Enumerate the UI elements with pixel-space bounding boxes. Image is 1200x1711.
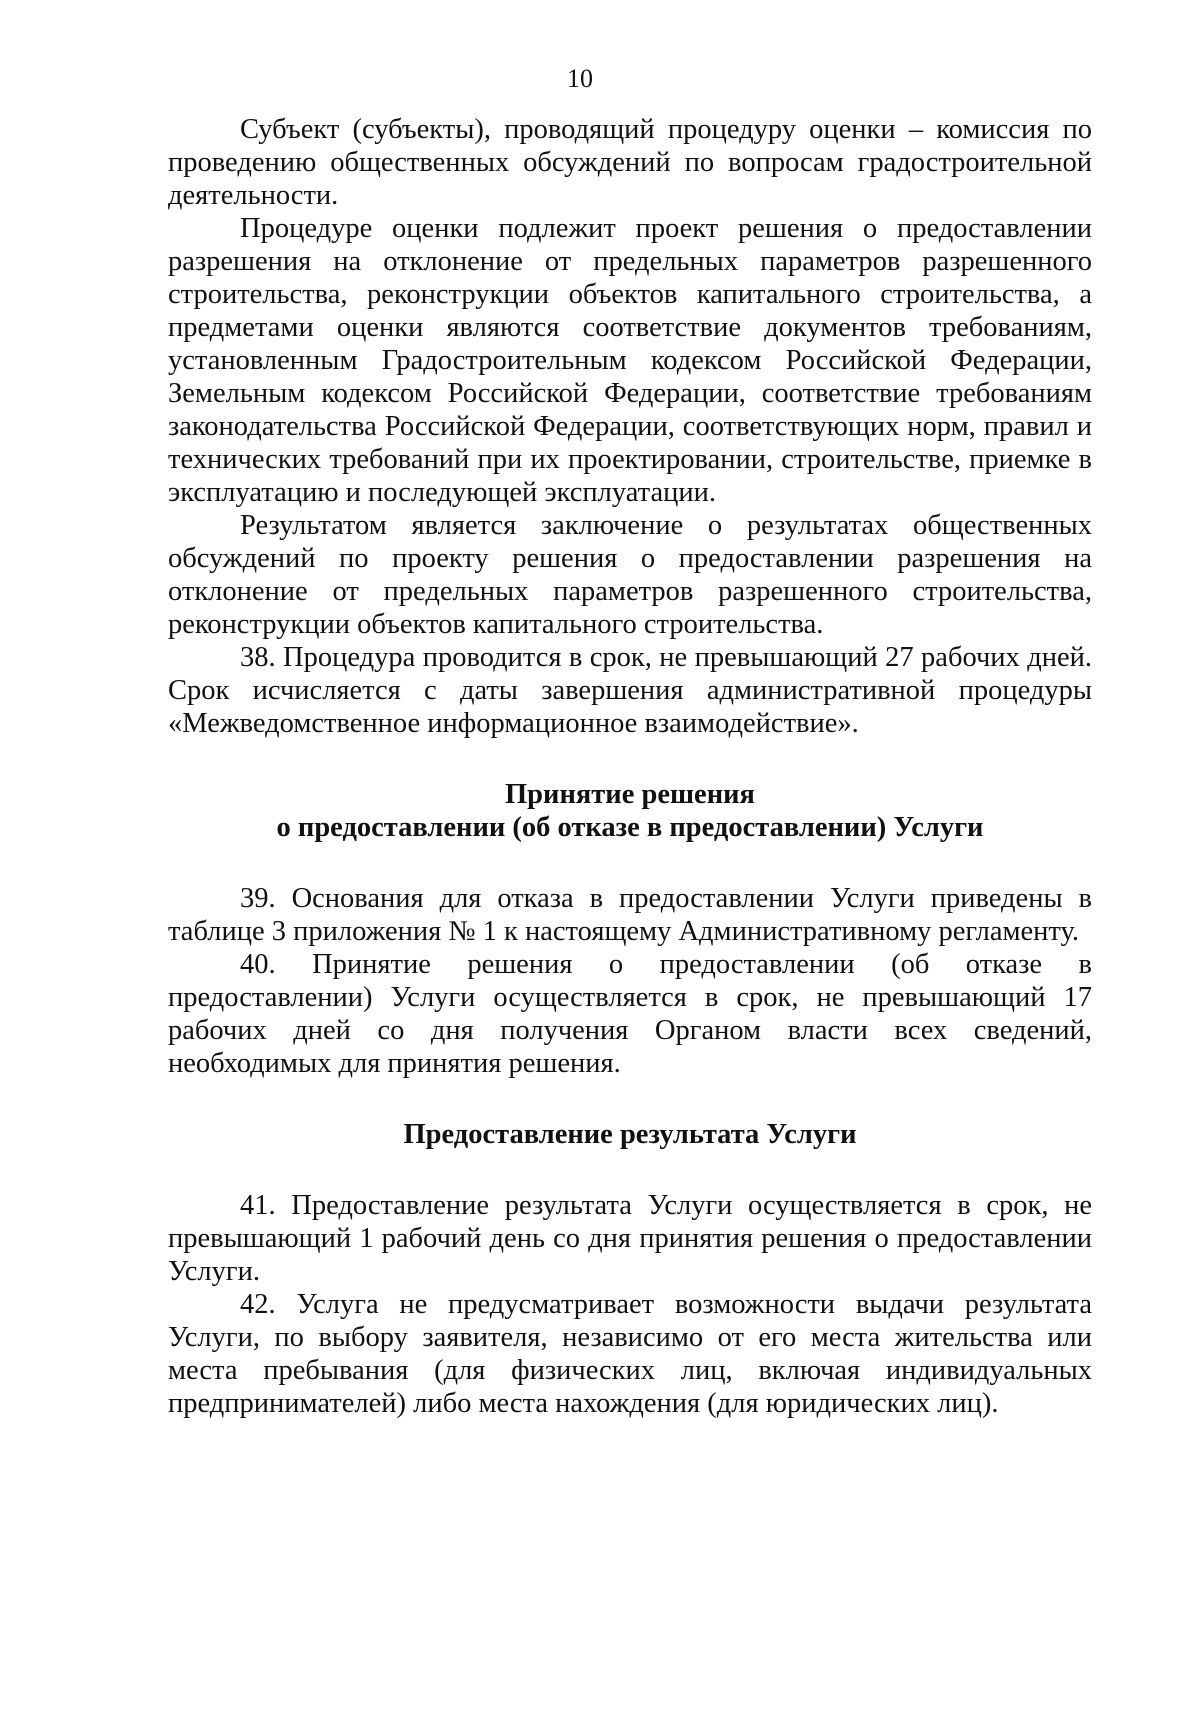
page-number: 10 [567, 64, 593, 93]
paragraph-assessment-subject: Субъект (субъекты), проводящий процедуру оценки – комиссия по проведению общественных обсуждений по вопросам градостроительной деятельности. [168, 114, 1092, 211]
section-decision-heading-line1: Принятие решения [505, 779, 755, 810]
section-decision-heading-line2: о предоставлении (об отказе в предоставлении) Услуги [276, 812, 984, 843]
paragraph-40: 40. Принятие решения о предоставлении (об отказе в предоставлении) Услуги осуществляется в срок, не превышающий 17 рабочих дней со дня получения Органом власти всех сведений, необходимых для принятия решения. [168, 949, 1092, 1079]
paragraph-assessment-result: Результатом является заключение о результатах общественных обсуждений по проекту решения о предоставлении разрешения на отклонение от предельных параметров разрешенного строительства, реконструкции объектов капитального строительства. [168, 510, 1092, 640]
paragraph-42: 42. Услуга не предусматривает возможности выдачи результата Услуги, по выбору заявителя, независимо от его места жительства или места пребывания (для физических лиц, включая индивидуальных предпринимателей) либо места нахождения (для юридических лиц). [168, 1289, 1092, 1419]
document-body [168, 113, 1092, 1420]
paragraph-41: 41. Предоставление результата Услуги осуществляется в срок, не превышающий 1 рабочий день со дня принятия решения о предоставлении Услуги. [168, 1190, 1092, 1287]
section-result [168, 1118, 1092, 1420]
paragraph-38: 38. Процедура проводится в срок, не превышающий 27 рабочих дней. Срок исчисляется с даты завершения административной процедуры «Межведомственное информационное взаимодействие». [168, 642, 1092, 739]
paragraph-39: 39. Основания для отказа в предоставлении Услуги приведены в таблице 3 приложения № 1 к настоящему Административному регламенту. [168, 883, 1092, 947]
section-decision [168, 778, 1092, 1080]
paragraph-assessment-procedure: Процедуре оценки подлежит проект решения о предоставлении разрешения на отклонение от предельных параметров разрешенного строительства, реконструкции объектов капитального строительства, а предметами оценки являются соответствие документов требованиям, установленным Градостроительным кодексом Российской Федерации, Земельным кодексом Российской Федерации, соответствие требованиям законодательства Российской Федерации, соответствующих норм, правил и технических требований при их проектировании, строительстве, приемке в эксплуатацию и последующей эксплуатации. [168, 213, 1092, 508]
section-result-heading: Предоставление результата Услуги [403, 1119, 857, 1150]
